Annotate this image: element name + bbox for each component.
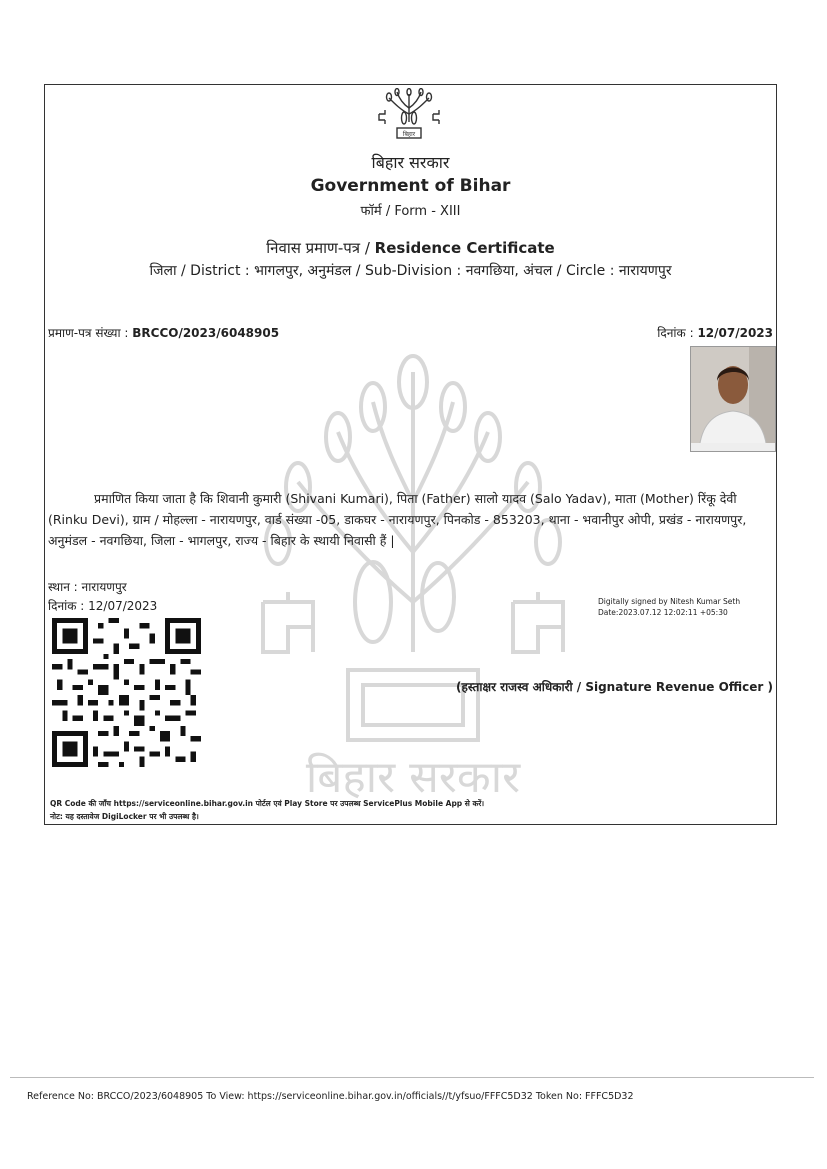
footer-divider (10, 1077, 814, 1078)
certificate-title (44, 238, 777, 258)
watermark-text: बिहार सरकार (305, 752, 521, 802)
signature-officer: (हस्ताक्षर राजस्व अधिकारी / Signature Revenue Officer ) (456, 680, 773, 694)
certificate-number-value: BRCCO/2023/6048905 (132, 326, 280, 340)
govt-name-english: Government of Bihar (310, 176, 511, 196)
qr-note: QR Code की जाँच https://serviceonline.bihar.gov.in पोर्टल एवं Play Store पर उपलब्ध ServicePlus Mobile App से करें। (50, 799, 485, 808)
certificate-date-label: दिनांक : (657, 326, 698, 340)
bihar-watermark-icon (248, 352, 578, 802)
issue-date: दिनांक : 12/07/2023 (48, 599, 158, 613)
bihar-emblem-icon (375, 88, 443, 140)
certificate-date (657, 324, 773, 341)
digilocker-note: नोट: यह दस्तावेज DigiLocker पर भी उपलब्ध है। (50, 812, 199, 821)
certificate-number (48, 324, 279, 341)
govt-name-hindi: बिहार सरकार (371, 153, 450, 172)
reference-footer: Reference No: BRCCO/2023/6048905 To View: https://serviceonline.bihar.gov.in/officials//t/yfsuo/FFFC5D32 Token No: FFFC5D32 (27, 1091, 634, 1102)
certificate-date-value: 12/07/2023 (697, 326, 773, 340)
certificate-title-hindi: निवास प्रमाण-पत्र / (266, 239, 375, 257)
emblem-label: बिहार (402, 131, 416, 138)
digital-signature (598, 596, 740, 618)
person-silhouette-icon (691, 347, 775, 451)
digital-signature-line2: Date:2023.07.12 12:02:11 +05:30 (598, 608, 728, 617)
location-line: जिला / District : भागलपुर, अनुमंडल / Sub-Division : नवगछिया, अंचल / Circle : नारायणपुर (149, 263, 672, 279)
form-number: फॉर्म / Form - XIII (360, 204, 461, 219)
certificate-body: प्रमाणित किया जाता है कि शिवानी कुमारी (Shivani Kumari), पिता (Father) सालो यादव (Salo Yadav), माता (Mother) रिंकू देवी (Rinku Devi), ग्राम / मोहल्ला - नारायणपुर, वार्ड संख्या -05, डाकघर - नारायणपुर, पिनकोड - 853203, थाना - भवानीपुर ओपी, प्रखंड - नारायणपुर, अनुमंडल - नवगछिया, जिला - भागलपुर, राज्य - बिहार के स्थायी निवासी हैं | (48, 491, 747, 548)
certificate-title-english: Residence Certificate (374, 239, 555, 257)
qr-code-icon[interactable] (52, 618, 201, 767)
certificate-number-label: प्रमाण-पत्र संख्या : (48, 326, 133, 340)
applicant-photo (690, 346, 776, 452)
digital-signature-line1: Digitally signed by Nitesh Kumar Seth (598, 597, 741, 606)
issue-place: स्थान : नारायणपुर (48, 580, 127, 594)
